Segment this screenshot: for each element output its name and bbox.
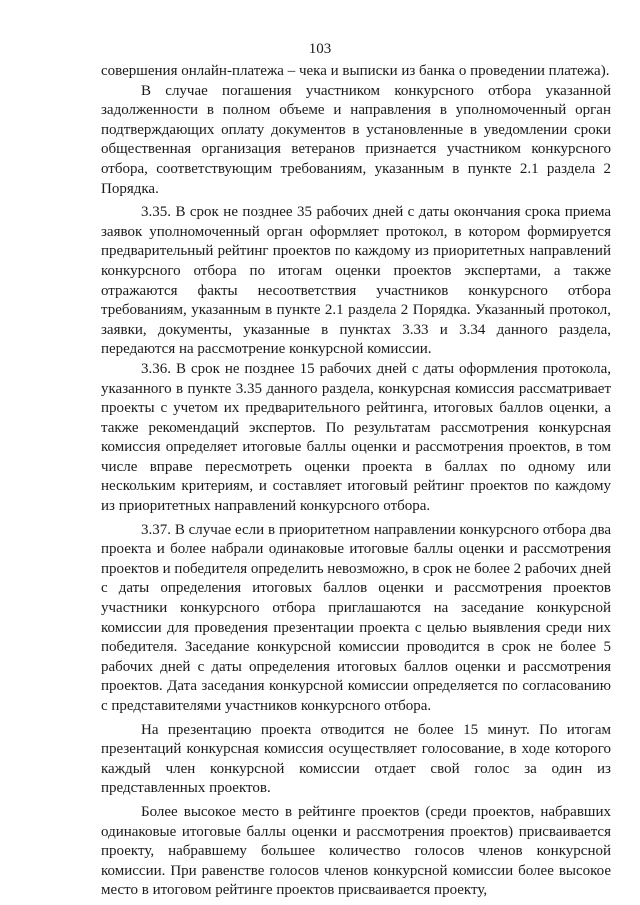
paragraph-debt-repayment: В случае погашения участником конкурсного отбора указанной задолженности в полном объеме и направления в уполномоченный орган подтверждающих оплату документов в установленные в уведомлении сроки общественная организация ветеранов признается участником конкурсного отбора, соответствующим требованиям, указанным в пункте 2.1 раздела 2 Порядка. [101,82,611,197]
paragraph-continuation: совершения онлайн-платежа – чека и выписки из банка о проведении платежа). [101,63,610,79]
paragraph-ranking: Более высокое место в рейтинге проектов (среди проектов, набравших одинаковые итоговые баллы оценки и рассмотрения проектов) присваивается проекту, набравшему большее количество голосов членов конкурсной комиссии. При равенстве голосов членов конкурсной комиссии более высокое место в итоговом рейтинге проектов присваивается проекту, [101,803,611,899]
body-text [101,62,611,901]
paragraph-presentation: На презентацию проекта отводится не более 15 минут. По итогам презентаций конкурсная комиссия осуществляет голосование, в ходе которого каждый член конкурсной комиссии отдает свой голос за один из представленных проектов. [101,721,611,797]
paragraph-3-35: 3.35. В срок не позднее 35 рабочих дней с даты окончания срока приема заявок уполномоченный орган оформляет протокол, в котором формируется предварительный рейтинг проектов по каждому из приоритетных направлений конкурсного отбора по итогам оценки проектов экспертами, а также отражаются факты несоответствия участников конкурсного отбора требованиям, указанным в пункте 2.1 раздела 2 Порядка. Указанный протокол, заявки, документы, указанные в пунктах 3.33 и 3.34 данного раздела, передаются на рассмотрение конкурсной комиссии. [101,204,611,358]
paragraph-3-37: 3.37. В случае если в приоритетном направлении конкурсного отбора два проекта и более набрали одинаковые итоговые баллы оценки и рассмотрения проектов и победителя определить невозможно, в срок не более 2 рабочих дней с даты определения итоговых баллов оценки и рассмотрения проектов участники конкурсного отбора приглашаются на заседание конкурсной комиссии для проведения презентации проекта с целью выявления среди них победителя. Заседание конкурсной комиссии проводится в срок не более 5 рабочих дней с даты определения итоговых баллов оценки и рассмотрения проектов. Дата заседания конкурсной комиссии определяется по согласованию с представителями участников конкурсного отбора. [101,521,611,714]
paragraph-3-36: 3.36. В срок не позднее 15 рабочих дней с даты оформления протокола, указанного в пункте 3.35 данного раздела, конкурсная комиссия рассматривает проекты с учетом их предварительного рейтинга, итоговых баллов оценки, а также рекомендаций экспертов. По результатам рассмотрения конкурсная комиссия определяет итоговые баллы оценки и рассмотрения проектов, в том числе вправе пересмотреть оценки проекта в баллах по одному или нескольким критериям, и составляет итоговый рейтинг проектов по каждому из приоритетных направлений конкурсного отбора. [101,360,611,515]
page-number: 103 [308,41,332,57]
